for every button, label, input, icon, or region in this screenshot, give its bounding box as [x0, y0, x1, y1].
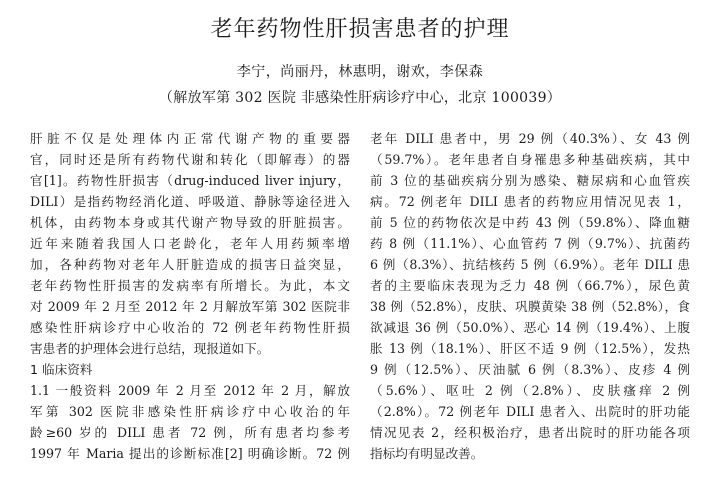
paragraph-line: 老年 DILI 患者中，男 29 例（40.3%）、女 43 例 — [370, 131, 690, 146]
paragraph-line: 药 8 例（11.1%）、心血管药 7 例（9.7%）、抗菌药 — [370, 236, 690, 251]
paragraph-line: 机体，由药物本身或其代谢产物导致的肝脏损害。 — [30, 215, 350, 230]
paragraph-line: 肝脏不仅是处理体内正常代谢产物的重要器 — [30, 131, 350, 146]
paragraph-line: 1997 年 Maria 提出的诊断标准[2] 明确诊断。72 例 — [30, 446, 350, 461]
paragraph-line: 者的主要临床表现为乏力 48 例（66.7%），尿色黄 — [370, 278, 690, 293]
author-list: 李宁，尚丽丹，林惠明，谢欢，李保森 — [236, 64, 484, 80]
paragraph-line: 病。72 例老年 DILI 患者的药物应用情况见表 1， — [370, 194, 690, 209]
paragraph-line: 9 例（12.5%）、厌油腻 6 例（8.3%）、皮疹 4 例 — [370, 362, 690, 377]
paragraph-line: 加，各种药物对老年人肝脏造成的损害日益突显， — [30, 257, 350, 272]
paragraph-line: 胀 13 例（18.1%）、肝区不适 9 例（12.5%），发热 — [370, 341, 690, 356]
paragraph-line: 老年药物性肝损害的发病率有所增长。为此，本文 — [30, 278, 350, 293]
paragraph-line: DILI）是指药物经消化道、呼吸道、静脉等途径进入 — [30, 194, 350, 209]
paragraph-line: 对 2009 年 2 月至 2012 年 2 月解放军第 302 医院非 — [30, 299, 350, 314]
paragraph-line: 害患者的护理体会进行总结，现报道如下。 — [30, 341, 270, 356]
paragraph-line: 情况见表 2，经积极治疗，患者出院时的肝功能各项 — [370, 425, 690, 440]
paragraph-line: 38 例（52.8%），皮肤、巩膜黄染 38 例（52.8%），食 — [370, 299, 690, 314]
paragraph-line: 龄≥60 岁的 DILI 患者 72 例，所有患者均参考 — [30, 425, 350, 440]
paragraph-line: 欲减退 36 例（50.0%）、恶心 14 例（19.4%）、上腹 — [370, 320, 690, 335]
paragraph-line: 感染性肝病诊疗中心收治的 72 例老年药物性肝损 — [30, 320, 350, 335]
paragraph-line: 官，同时还是所有药物代谢和转化（即解毒）的器 — [30, 152, 350, 167]
paragraph-line: 前 3 位的基础疾病分别为感染、糖尿病和心血管疾 — [370, 173, 690, 188]
article-title: 老年药物性肝损害患者的护理 — [210, 17, 510, 42]
paragraph-line: （5.6%）、呕吐 2 例（2.8%）、皮肤瘙痒 2 例 — [370, 383, 690, 398]
section-heading: 1 临床资料 — [30, 362, 93, 377]
paragraph-line: 前 5 位的药物依次是中药 43 例（59.8%）、降血糖 — [370, 215, 690, 230]
paragraph-line: 官[1]。药物性肝损害（drug-induced liver injury， — [30, 173, 350, 188]
paragraph-line: 近年来随着我国人口老龄化，老年人用药频率增 — [30, 236, 350, 251]
paragraph-line: 6 例（8.3%）、抗结核药 5 例（6.9%）。老年 DILI 患 — [370, 257, 690, 272]
paragraph-line: （2.8%）。72 例老年 DILI 患者入、出院时的肝功能 — [370, 404, 690, 419]
left-column — [30, 128, 350, 464]
paragraph-line: 1.1 一般资料 2009 年 2 月至 2012 年 2 月，解放 — [30, 383, 350, 398]
paragraph-line: 指标均有明显改善。 — [370, 446, 484, 461]
right-column — [370, 128, 690, 464]
paragraph-line: （59.7%）。老年患者自身罹患多种基础疾病，其中 — [370, 152, 690, 167]
affiliation: （解放军第 302 医院 非感染性肝病诊疗中心，北京 100039） — [158, 90, 562, 106]
paragraph-line: 军第 302 医院非感染性肝病诊疗中心收治的年 — [30, 404, 350, 419]
